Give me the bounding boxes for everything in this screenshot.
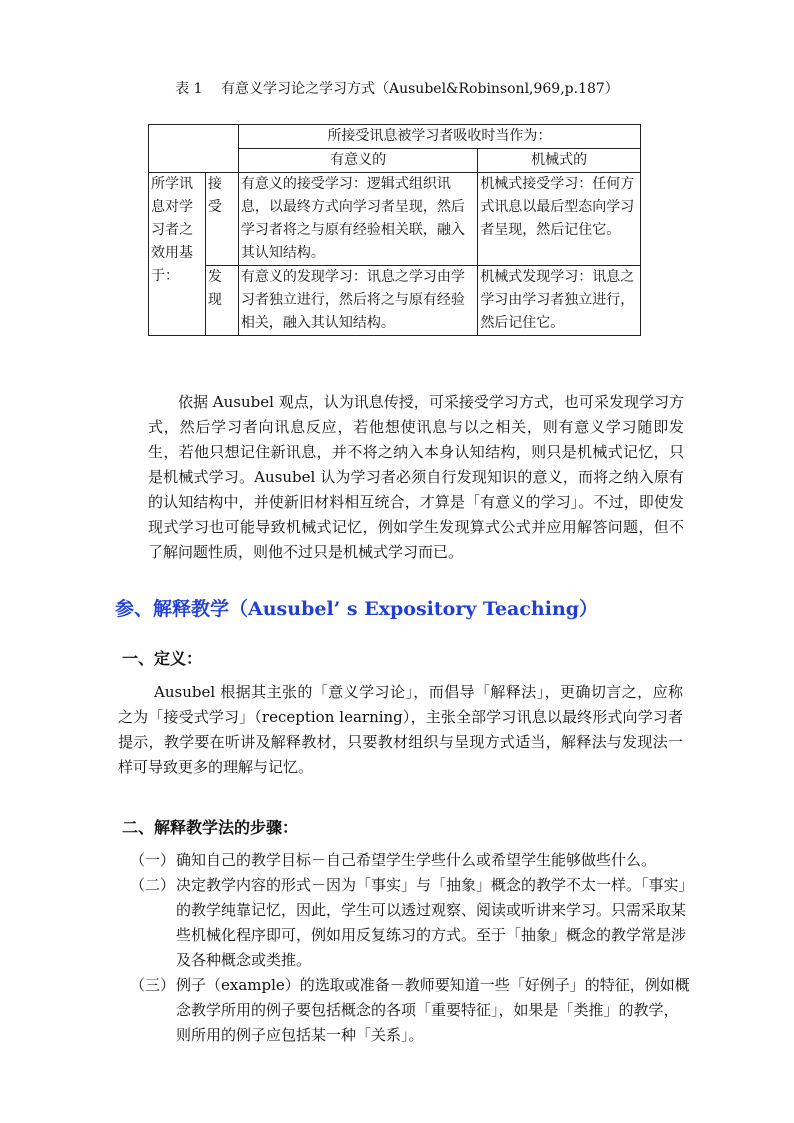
table-top-header: 所接受讯息被学习者吸收时当作为： <box>238 125 640 149</box>
step-text: 例子（example）的选取或准备－教师要知道一些「好例子」的特征，例如概念教学所用的例子要包括概念的各项「重要特征」，如果是「类推」的教学，则所用的例子应包括某一种「关系」。 <box>176 976 690 1044</box>
list-item <box>130 873 690 973</box>
step-number: （二） <box>130 876 176 894</box>
table-row <box>149 266 641 336</box>
steps-list <box>130 848 690 1048</box>
list-item <box>130 973 690 1048</box>
row-group-header: 所学讯息对学习者之效用基于： <box>149 173 206 336</box>
list-item <box>130 848 690 873</box>
table-caption: 表 1 有意义学习论之学习方式（Ausubel&Robinsonl,969,p.187） <box>175 81 619 97</box>
subsection-title-steps: 二、解释教学法的步骤： <box>122 818 299 837</box>
body-paragraph-ausubel-view: 依据 Ausubel 观点，认为讯息传授，可采接受学习方式，也可采发现学习方式，然后学习者向讯息反应，若他想使讯息与以之相关，则有意义学习随即发生，若他只想记住新讯息，并不将之纳入本身认知结构，则只是机械式记忆，只是机械式学习。Ausubel 认为学习者必须自行发现知识的意义，而将之纳入原有的认知结构中，并使新旧材料相互统合，才算是「有意义的学习」。不过，即使发现式学习也可能导致机械式记忆，例如学生发现算式公式并应用解答问题，但不了解问题性质，则他不过只是机械式学习而已。 <box>148 393 684 561</box>
table-corner-cell <box>149 125 239 173</box>
section-title: 参、解释教学（Ausubel’ s Expository Teaching） <box>115 598 599 620</box>
step-text: 决定教学内容的形式－因为「事实」与「抽象」概念的教学不太一样。「事实」的教学纯靠记忆，因此，学生可以透过观察、阅读或听讲来学习。只需采取某些机械化程序即可，例如用反复练习的方式。至于「抽象」概念的教学常是涉及各种概念或类推。 <box>176 876 687 969</box>
row-header-reception: 接受 <box>205 173 238 266</box>
step-number: （三） <box>130 976 176 994</box>
col-header-rote: 机械式的 <box>478 149 641 173</box>
table-row <box>149 173 641 266</box>
table-row <box>149 125 641 149</box>
subsection-title-definition: 一、定义： <box>122 649 203 668</box>
step-number: （一） <box>130 851 176 869</box>
learning-modes-table <box>148 124 641 336</box>
body-paragraph-definition: Ausubel 根据其主张的「意义学习论」，而倡导「解释法」，更确切言之，应称之为「接受式学习」（reception learning），主张全部学习讯息以最终形式向学习者提示，教学要在听讲及解释教材，只要教材组织与呈现方式适当，解释法与发现法一样可导致更多的理解与记忆。 <box>118 683 683 776</box>
step-text: 确知自己的教学目标－自己希望学生学些什么或希望学生能够做些什么。 <box>176 851 657 869</box>
cell-meaningful-reception: 有意义的接受学习：逻辑式组织讯息，以最终方式向学习者呈现，然后学习者将之与原有经验相关联，融入其认知结构。 <box>238 173 477 266</box>
cell-rote-reception: 机械式接受学习：任何方式讯息以最后型态向学习者呈现，然后记住它。 <box>478 173 641 266</box>
col-header-meaningful: 有意义的 <box>238 149 477 173</box>
row-header-discovery: 发现 <box>205 266 238 336</box>
cell-rote-discovery: 机械式发现学习：讯息之学习由学习者独立进行，然后记住它。 <box>478 266 641 336</box>
cell-meaningful-discovery: 有意义的发现学习：讯息之学习由学习者独立进行，然后将之与原有经验相关，融入其认知结构。 <box>238 266 477 336</box>
